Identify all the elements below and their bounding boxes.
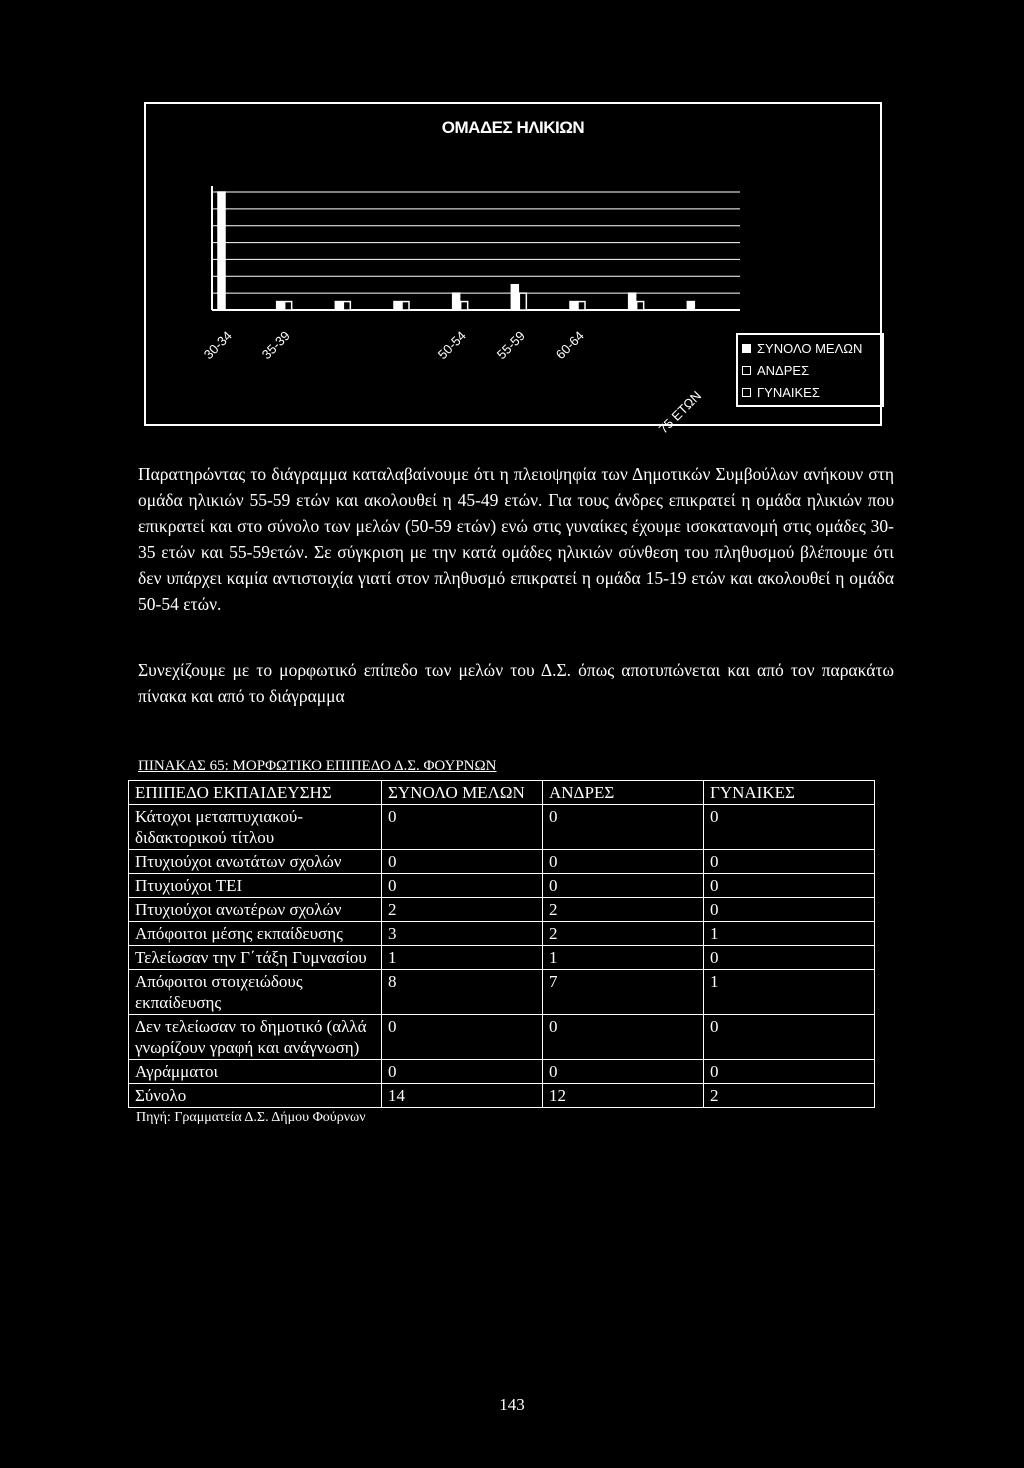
table-cell: 3 [382, 922, 543, 946]
table-cell: 1 [704, 922, 875, 946]
table-cell: Κάτοχοι μεταπτυχιακού-διδακτορικού τίτλου [129, 805, 382, 850]
table-row [129, 898, 875, 922]
table-cell: 1 [543, 946, 704, 970]
table-cell: 12 [543, 1084, 704, 1108]
legend-item-women [742, 381, 878, 403]
table-row [129, 874, 875, 898]
bar-ΣΥΝΟΛΟ ΜΕΛΩΝ [687, 302, 694, 310]
paragraph-intro-table: Συνεχίζουμε με το μορφωτικό επίπεδο των μελών του Δ.Σ. όπως αποτυπώνεται και από τον παρακάτω πίνακα και από το διάγραμμα [138, 660, 894, 706]
bar-ΣΥΝΟΛΟ ΜΕΛΩΝ [453, 293, 460, 310]
table-row [129, 805, 875, 850]
table-cell: 0 [704, 1060, 875, 1084]
table-cell: Απόφοιτοι στοιχειώδους εκπαίδευσης [129, 970, 382, 1015]
x-tick-label: 35-39 [259, 328, 294, 363]
table-cell: Αγράμματοι [129, 1060, 382, 1084]
table-cell: 0 [382, 874, 543, 898]
chart-title: ΟΜΑΔΕΣ ΗΛΙΚΙΩΝ [441, 118, 585, 137]
table-cell: 0 [704, 1015, 875, 1060]
bar-ΑΝΔΡΕΣ [402, 302, 409, 310]
bar-ΑΝΔΡΕΣ [637, 302, 644, 310]
legend-swatch-open [742, 388, 751, 397]
bar-ΑΝΔΡΕΣ [578, 302, 585, 310]
table-cell: Πτυχιούχοι ΤΕΙ [129, 874, 382, 898]
table-row [129, 922, 875, 946]
table-cell: 0 [704, 850, 875, 874]
bar-ΣΥΝΟΛΟ ΜΕΛΩΝ [394, 302, 401, 310]
table-header-row [129, 781, 875, 805]
bar-ΑΝΔΡΕΣ [461, 302, 468, 310]
legend-item-men [742, 359, 878, 381]
table-row [129, 1015, 875, 1060]
table-row [129, 1084, 875, 1108]
table-cell: Πτυχιούχοι ανωτάτων σχολών [129, 850, 382, 874]
chart-gridlines [212, 186, 740, 310]
chart-legend [736, 333, 884, 407]
table-cell: 8 [382, 970, 543, 1015]
table-row [129, 970, 875, 1015]
legend-label-women: ΓΥΝΑΙΚΕΣ [757, 384, 820, 400]
table-cell: 0 [704, 874, 875, 898]
bar-ΣΥΝΟΛΟ ΜΕΛΩΝ [335, 302, 342, 310]
table-cell: 2 [543, 922, 704, 946]
bar-ΣΥΝΟΛΟ ΜΕΛΩΝ [218, 192, 225, 310]
table-cell: 2 [704, 1084, 875, 1108]
table-cell: Σύνολο [129, 1084, 382, 1108]
bar-ΑΝΔΡΕΣ [519, 293, 526, 310]
header-cell: ΣΥΝΟΛΟ ΜΕΛΩΝ [382, 781, 543, 805]
x-tick-label: 75 ΕΤΩΝ [655, 388, 704, 437]
bar-ΣΥΝΟΛΟ ΜΕΛΩΝ [511, 285, 518, 310]
table-caption: ΠΙΝΑΚΑΣ 65: ΜΟΡΦΩΤΙΚΟ ΕΠΙΠΕΔΟ Δ.Σ. ΦΟΥΡΝΩΝ [138, 758, 497, 774]
page-number: 143 [499, 1395, 525, 1414]
table-cell: 0 [382, 805, 543, 850]
table-cell: 2 [543, 898, 704, 922]
table-cell: 0 [382, 1060, 543, 1084]
table-cell: 0 [382, 850, 543, 874]
x-tick-label: 60-64 [552, 328, 587, 363]
bar-ΣΥΝΟΛΟ ΜΕΛΩΝ [277, 302, 284, 310]
table-cell: 14 [382, 1084, 543, 1108]
table-cell: 0 [704, 805, 875, 850]
legend-item-total [742, 337, 878, 359]
legend-swatch-open [742, 366, 751, 375]
table-row [129, 1060, 875, 1084]
x-tick-label: 50-54 [435, 328, 470, 363]
header-cell: ΓΥΝΑΙΚΕΣ [704, 781, 875, 805]
x-tick-label: 55-59 [493, 328, 528, 363]
table-cell: Τελείωσαν την Γ΄τάξη Γυμνασίου [129, 946, 382, 970]
table-cell: 0 [543, 1060, 704, 1084]
table-cell: Απόφοιτοι μέσης εκπαίδευσης [129, 922, 382, 946]
bar-ΣΥΝΟΛΟ ΜΕΛΩΝ [570, 302, 577, 310]
table-row [129, 850, 875, 874]
table-cell: 2 [382, 898, 543, 922]
legend-swatch-filled [742, 344, 751, 353]
paragraph-analysis: Παρατηρώντας το διάγραμμα καταλαβαίνουμε ότι η πλειοψηφία των Δημοτικών Συμβούλων ανήκουν στη ομάδα ηλικιών 55-59 ετών και ακολουθεί η 45-49 ετών. Για τους άνδρες επικρατεί η ομάδα ηλικιών που επικρατεί και στο σύνολο των μελών (50-59 ετών) ενώ στις γυναίκες έχουμε ισοκατανομή στις ομάδες 30-35 ετών και 55-59ετών. Σε σύγκριση με την κατά ομάδες ηλικιών σύνθεση του πληθυσμού βλέπουμε ότι δεν υπάρχει καμία αντιστοιχία γιατί στον πληθυσμό επικρατεί η ομάδα 15-19 ετών και ακολουθεί η ομάδα 50-54 ετών. [138, 464, 894, 614]
table-cell: Πτυχιούχοι ανωτέρων σχολών [129, 898, 382, 922]
table-cell: 1 [382, 946, 543, 970]
table-row [129, 946, 875, 970]
bar-ΑΝΔΡΕΣ [343, 302, 350, 310]
table-cell: 0 [704, 946, 875, 970]
chart-bars [218, 192, 694, 310]
x-tick-label: 30-34 [200, 328, 235, 363]
table-cell: 1 [704, 970, 875, 1015]
table-cell: 7 [543, 970, 704, 1015]
legend-label-men: ΑΝΔΡΕΣ [757, 362, 810, 378]
header-cell: ΕΠΙΠΕΔΟ ΕΚΠΑΙΔΕΥΣΗΣ [129, 781, 382, 805]
table-cell: 0 [704, 898, 875, 922]
bar-ΑΝΔΡΕΣ [285, 302, 292, 310]
table-cell: 0 [543, 805, 704, 850]
table-cell: 0 [543, 874, 704, 898]
table-cell: 0 [543, 1015, 704, 1060]
table-cell: 0 [543, 850, 704, 874]
table-cell: Δεν τελείωσαν το δημοτικό (αλλά γνωρίζουν γραφή και ανάγνωση) [129, 1015, 382, 1060]
legend-label-total: ΣΥΝΟΛΟ ΜΕΛΩΝ [757, 340, 863, 356]
education-level-table [128, 780, 875, 1108]
table-cell: 0 [382, 1015, 543, 1060]
table-source: Πηγή: Γραμματεία Δ.Σ. Δήμου Φούρνων [136, 1110, 366, 1125]
bar-ΣΥΝΟΛΟ ΜΕΛΩΝ [629, 293, 636, 310]
header-cell: ΑΝΔΡΕΣ [543, 781, 704, 805]
